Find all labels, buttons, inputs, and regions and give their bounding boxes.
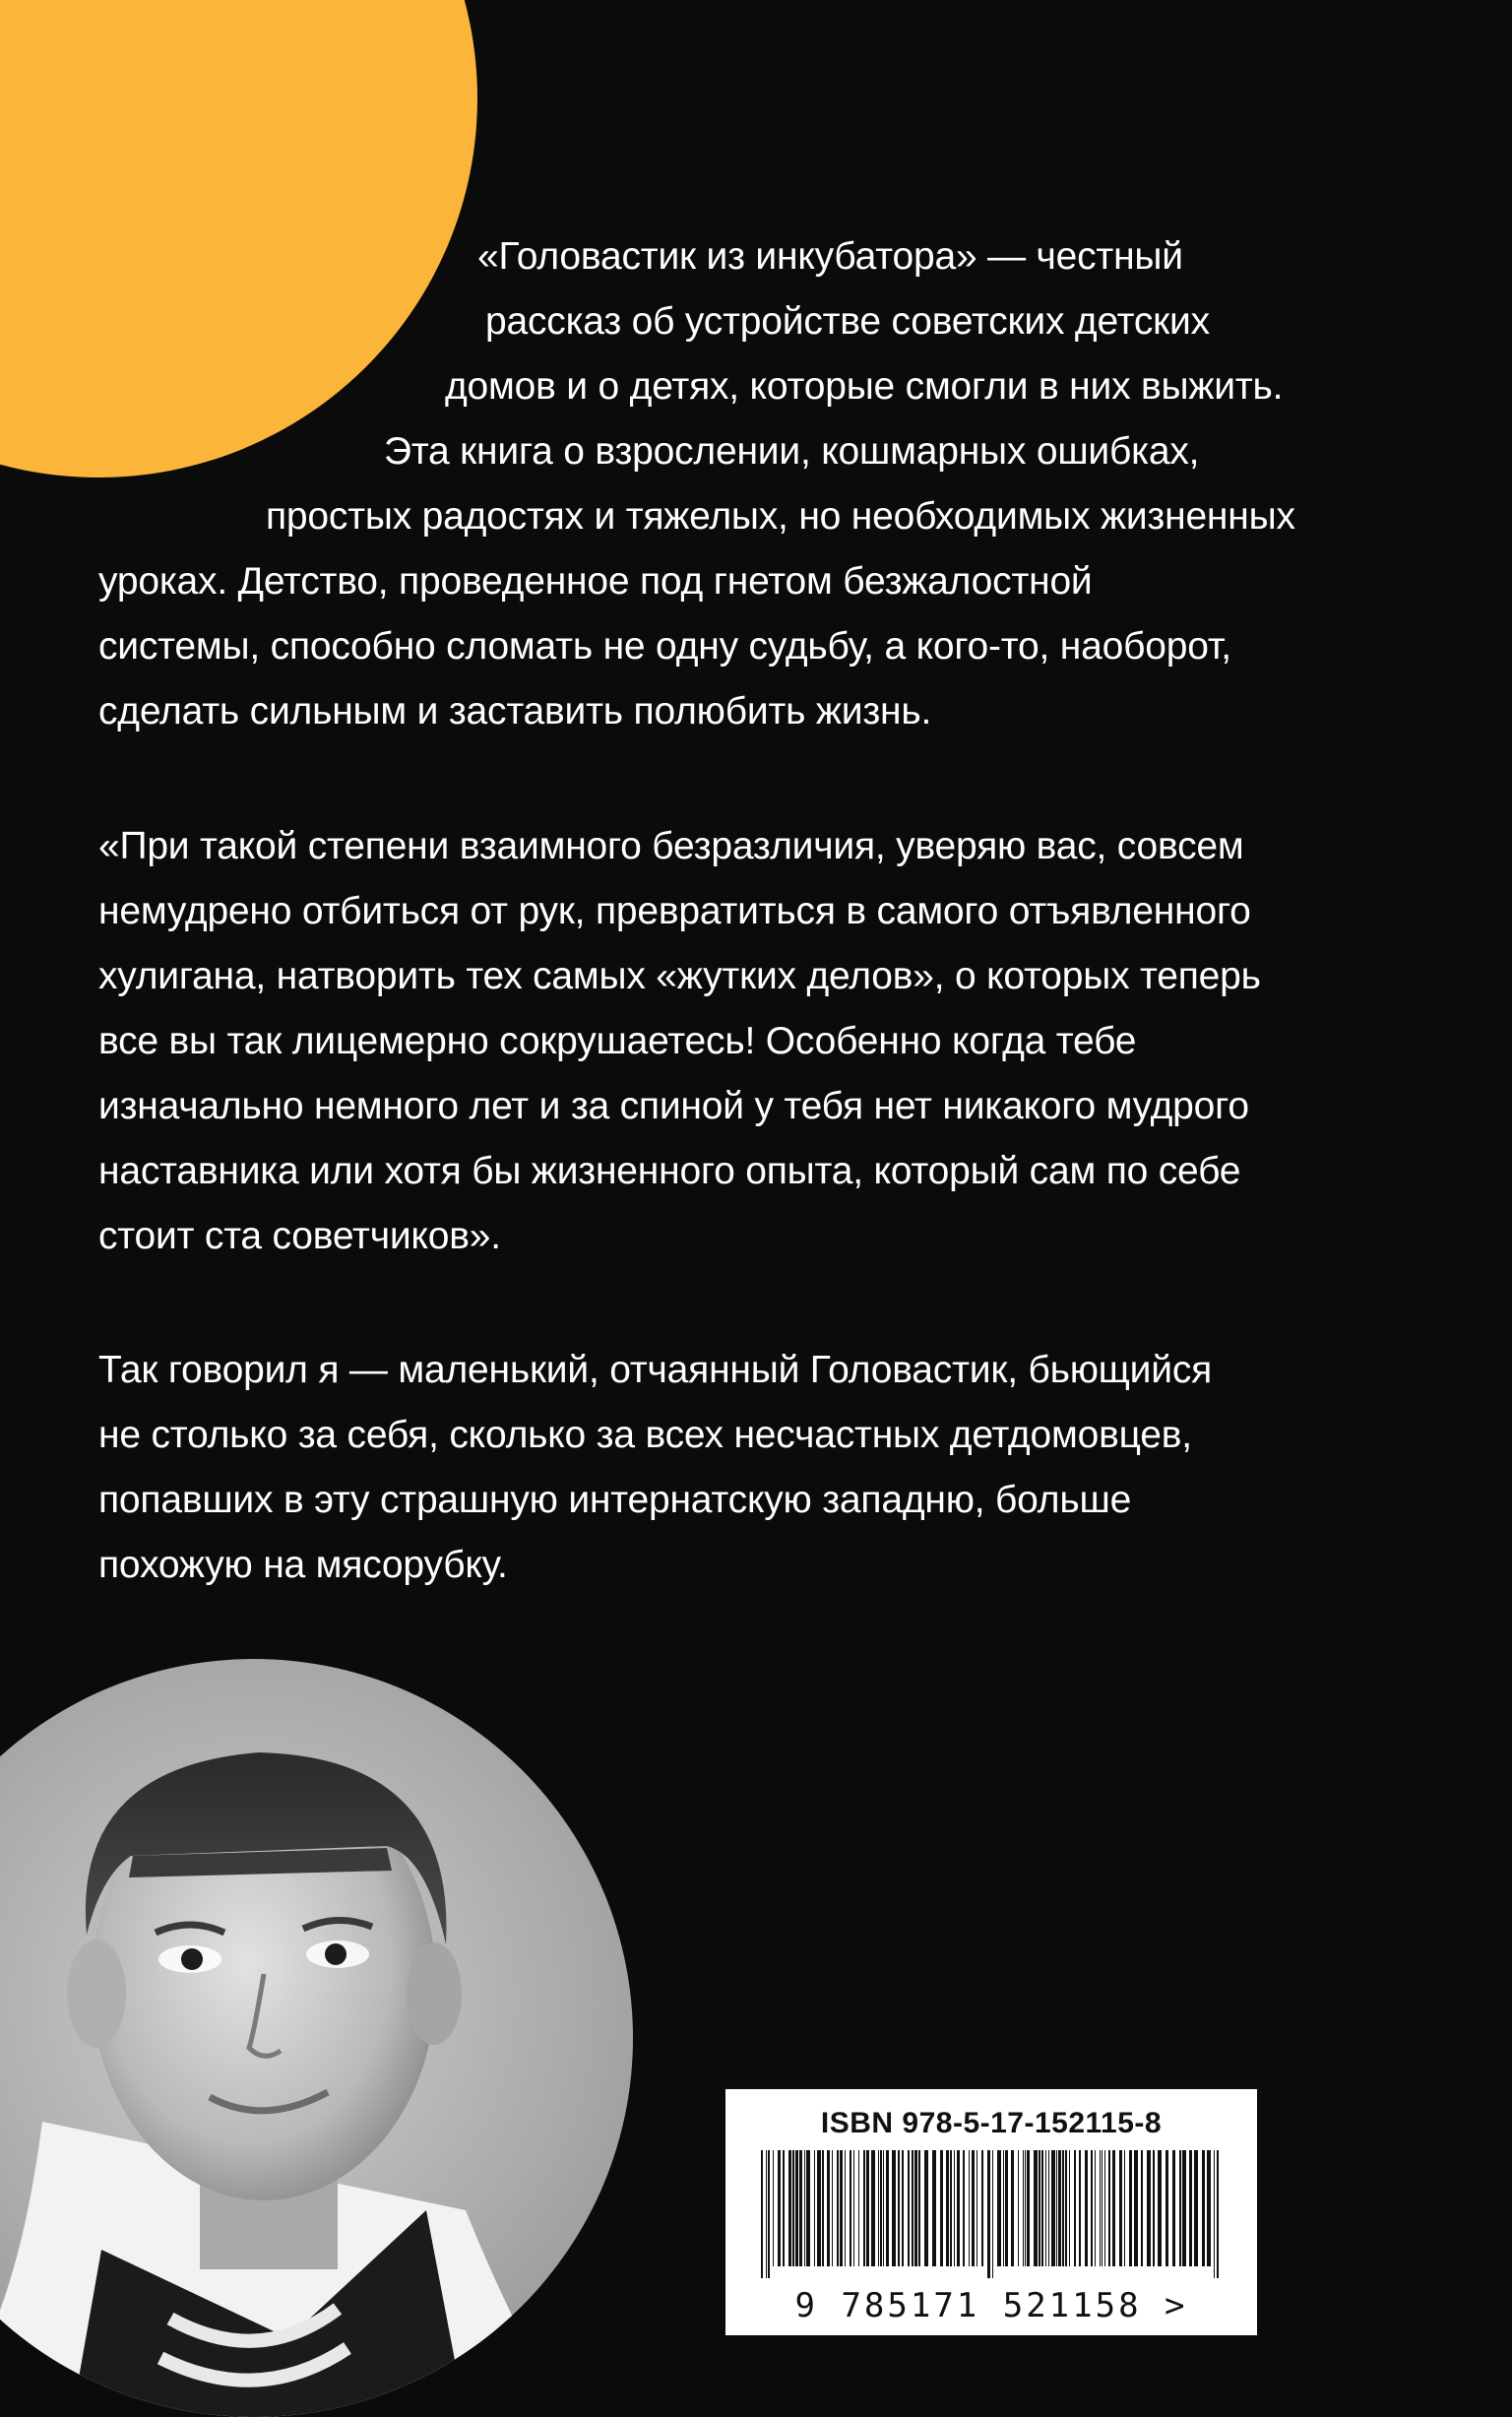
annotation-line: Эта книга о взрослении, кошмарных ошибках, [384,430,1200,473]
annotation-line: простых радостях и тяжелых, но необходимых жизненных [266,495,1295,538]
quote-line: немудрено отбиться от рук, превратиться в самого отъявленного [98,890,1251,932]
quote-line: наставника или хотя бы жизненного опыта, который сам по себе [98,1150,1241,1192]
boy-portrait-illustration [0,1659,633,2417]
closing-line: Так говорил я — маленький, отчаянный Головастик, бьющийся [98,1349,1213,1391]
barcode-digits: 9 785171 521158 > [794,2286,1188,2325]
quote-line: изначально немного лет и за спиной у тебя нет никакого мудрого [98,1085,1249,1127]
annotation-line: уроках. Детство, проведенное под гнетом безжалостной [98,560,1093,603]
closing-line: похожую на мясорубку. [98,1544,508,1586]
quote-line: «При такой степени взаимного безразличия, уверяю вас, совсем [98,825,1244,867]
annotation-line: сделать сильным и заставить полюбить жизнь. [98,690,932,732]
quote-line: хулигана, натворить тех самых «жутких делов», о которых теперь [98,955,1261,997]
annotation-line: домов и о детях, которые смогли в них выжить. [445,365,1284,408]
annotation-line: «Головастик из инкубатора» — честный [477,235,1183,278]
boy-portrait-photo [0,1659,633,2417]
barcode-bars [757,2150,1226,2278]
quote-line: стоит ста советчиков». [98,1215,501,1257]
annotation-line: системы, способно сломать не одну судьбу, а кого-то, наоборот, [98,625,1231,668]
annotation-line: рассказ об устройстве советских детских [485,300,1210,343]
closing-line: не столько за себя, сколько за всех несчастных детдомовцев, [98,1414,1192,1456]
quote-line: все вы так лицемерно сокрушаетесь! Особенно когда тебе [98,1020,1137,1062]
closing-paragraph [98,1338,1212,1598]
isbn-label: ISBN 978-5-17-152115-8 [820,2107,1163,2139]
quote-paragraph [98,814,1261,1269]
isbn-barcode [725,2089,1257,2335]
annotation-paragraph [98,224,1295,744]
closing-line: попавших в эту страшную интернатскую западню, больше [98,1479,1132,1521]
